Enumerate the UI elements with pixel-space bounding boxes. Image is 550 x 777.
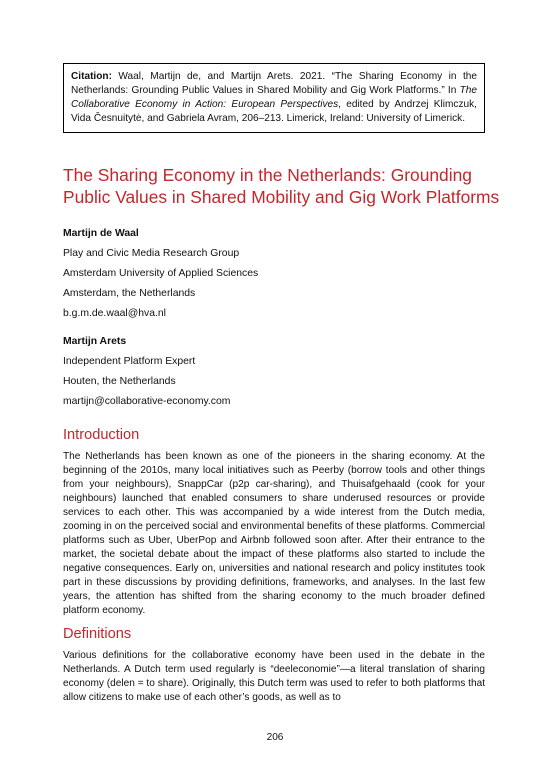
author-block-2 xyxy=(63,332,483,412)
author-affiliation: Independent Platform Expert xyxy=(63,356,196,367)
author-location: Amsterdam, the Netherlands xyxy=(63,288,196,299)
citation-label: Citation: xyxy=(71,71,112,82)
citation-text-part2: , edited by Andrzej Klimczuk, Vida Česnuitytė, and Gabriela Avram, 206–213. Limerick, Ireland: University of Limerick. xyxy=(71,99,477,124)
section-heading-definitions: Definitions xyxy=(63,626,132,642)
author-affiliation: Amsterdam University of Applied Sciences xyxy=(63,268,259,279)
page-number: 206 xyxy=(266,732,284,743)
author-email[interactable]: b.g.m.de.waal@hva.nl xyxy=(63,308,166,319)
author-block-1 xyxy=(63,224,483,324)
citation-book-title: The Collaborative Economy in Action: European Perspectives xyxy=(71,85,477,110)
citation-text-part1: Waal, Martijn de, and Martijn Arets. 2021. “The Sharing Economy in the Netherlands: Grounding Public Values in Shared Mobility and Gig Work Platforms.” In xyxy=(71,71,477,96)
author-affiliation: Play and Civic Media Research Group xyxy=(63,248,240,259)
introduction-paragraph: The Netherlands has been known as one of the pioneers in the sharing economy. At the beginning of the 2010s, many local initiatives such as Peerby (borrow tools and other things from your neighbours), SnappCar (p2p car-sharing), and Thuisafgehaald (cook for your neighbours) launched that enabled consumers to share underused resources or provide services to each other. This was accompanied by a wide interest from the Dutch media, zooming in on the perceived social and environmental benefits of these platforms. Commercial platforms such as Uber, UberPop and Airbnb followed soon after. After their entrance to the market, the societal debate about the impact of these platforms also started to include the negative consequences. Early on, universities and national research and policy institutes took part in these discussions by providing definitions, frameworks, and analyses. In the last few years, the attention has shifted from the sharing economy to the much broader defined platform economy. xyxy=(63,451,485,616)
paper-title: The Sharing Economy in the Netherlands: Grounding Public Values in Shared Mobility and Gig Work Platforms xyxy=(63,165,500,207)
citation-box xyxy=(63,63,485,133)
author-email[interactable]: martijn@collaborative-economy.com xyxy=(63,396,231,407)
section-heading-introduction: Introduction xyxy=(63,427,140,443)
author-name: Martijn de Waal xyxy=(63,228,139,239)
definitions-paragraph: Various definitions for the collaborative economy have been used in the debate in the Netherlands. A Dutch term used regularly is “deeleconomie”—a literal translation of sharing economy (delen = to share). Originally, this Dutch term was used to refer to both platforms that allow citizens to make use of each other’s goods, as well as to xyxy=(63,650,485,703)
author-name: Martijn Arets xyxy=(63,336,127,347)
author-location: Houten, the Netherlands xyxy=(63,376,176,387)
